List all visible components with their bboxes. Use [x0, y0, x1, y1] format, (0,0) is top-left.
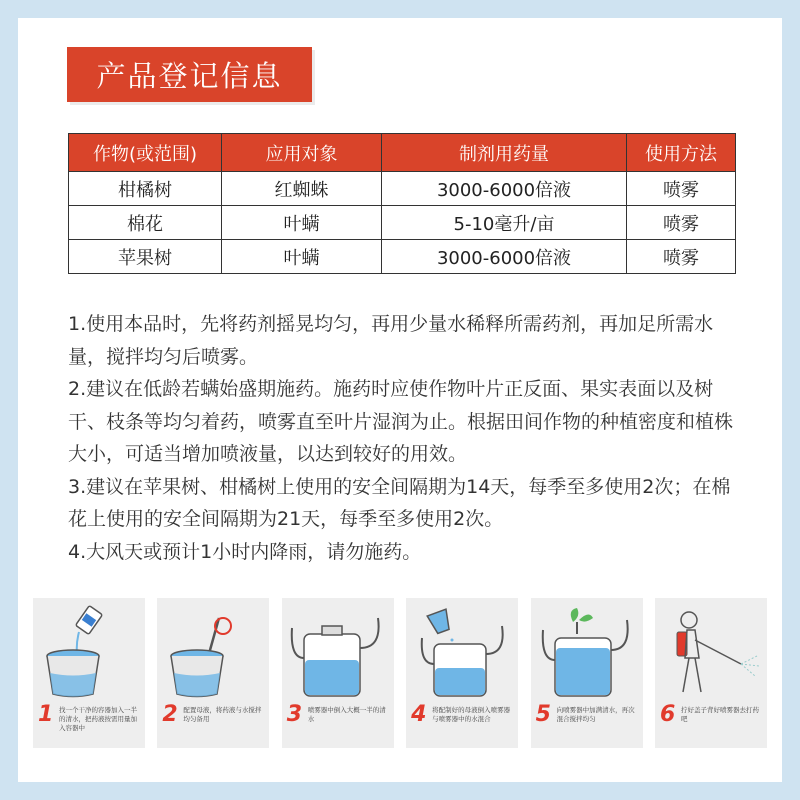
note-2: 2.建议在低龄若螨始盛期施药。施药时应使作物叶片正反面、果实表面以及树干、枝条等均匀着药，喷雾直至叶片湿润为止。根据田间作物的种植密度和植株大小，可适当增加喷液量，以达到较好的用效。 [68, 378, 734, 465]
cell-method: 喷雾 [627, 240, 736, 274]
cell-target: 叶螨 [222, 206, 382, 240]
table-row [69, 172, 736, 206]
table-row [69, 206, 736, 240]
step-text: 找一个干净的容器加入一半的清水，把药液按需用量加入容器中 [59, 706, 137, 732]
table-row [69, 240, 736, 274]
table-header-row [69, 134, 736, 172]
note-4: 4.大风天或预计1小时内降雨，请勿施药。 [68, 540, 422, 563]
step-number: 1 [38, 702, 54, 727]
header-method: 使用方法 [627, 134, 736, 172]
step-card-2 [157, 598, 269, 748]
bucket-stir-icon [157, 598, 269, 702]
step-number: 4 [411, 702, 427, 727]
registration-table [68, 133, 736, 274]
step-number: 5 [535, 702, 551, 727]
cell-method: 喷雾 [627, 172, 736, 206]
step-number: 3 [286, 702, 303, 727]
step-card-5 [531, 598, 643, 748]
header-target: 应用对象 [222, 134, 382, 172]
cell-method: 喷雾 [627, 206, 736, 240]
usage-steps [33, 598, 767, 748]
step-text: 配置母液，将药液与水搅拌均匀备用 [183, 706, 262, 723]
step-number: 2 [162, 702, 178, 727]
step-text: 喷雾器中倒入大概一半的清水 [307, 706, 386, 723]
note-1: 1.使用本品时，先将药剂摇晃均匀，再用少量水稀释所需药剂，再加足所需水量，搅拌均匀后喷雾。 [68, 313, 714, 368]
header-crop: 作物(或范围) [69, 134, 222, 172]
cell-crop: 棉花 [69, 206, 222, 240]
section-title-banner: 产品登记信息 [67, 47, 312, 102]
cell-crop: 苹果树 [69, 240, 222, 274]
bucket-pour-icon [33, 598, 145, 702]
step-card-6 [655, 598, 767, 748]
cell-target: 叶螨 [222, 240, 382, 274]
cell-target: 红蜘蛛 [222, 172, 382, 206]
cell-dosage: 5-10毫升/亩 [382, 206, 627, 240]
step-card-1 [33, 598, 145, 748]
sprayer-fill-icon [531, 598, 643, 702]
usage-notes [68, 308, 748, 568]
step-text: 将配制好的母液倒入喷雾器与喷雾器中的水混合 [432, 706, 511, 723]
cell-dosage: 3000-6000倍液 [382, 172, 627, 206]
step-number: 6 [659, 702, 676, 727]
farmer-spraying-icon [655, 598, 767, 702]
sprayer-pour-icon [406, 598, 518, 702]
cell-dosage: 3000-6000倍液 [382, 240, 627, 274]
cell-crop: 柑橘树 [69, 172, 222, 206]
header-dosage: 制剂用药量 [382, 134, 627, 172]
step-text: 拧好盖子背好喷雾器去打药吧 [680, 706, 759, 723]
step-card-4 [406, 598, 518, 748]
sprayer-tank-icon [282, 598, 394, 702]
note-3: 3.建议在苹果树、柑橘树上使用的安全间隔期为14天，每季至多使用2次；在棉花上使用的安全间隔期为21天，每季至多使用2次。 [68, 475, 731, 530]
step-card-3 [282, 598, 394, 748]
label-card [18, 18, 782, 782]
step-text: 向喷雾器中加满清水，再次混合搅拌均匀 [556, 706, 635, 723]
